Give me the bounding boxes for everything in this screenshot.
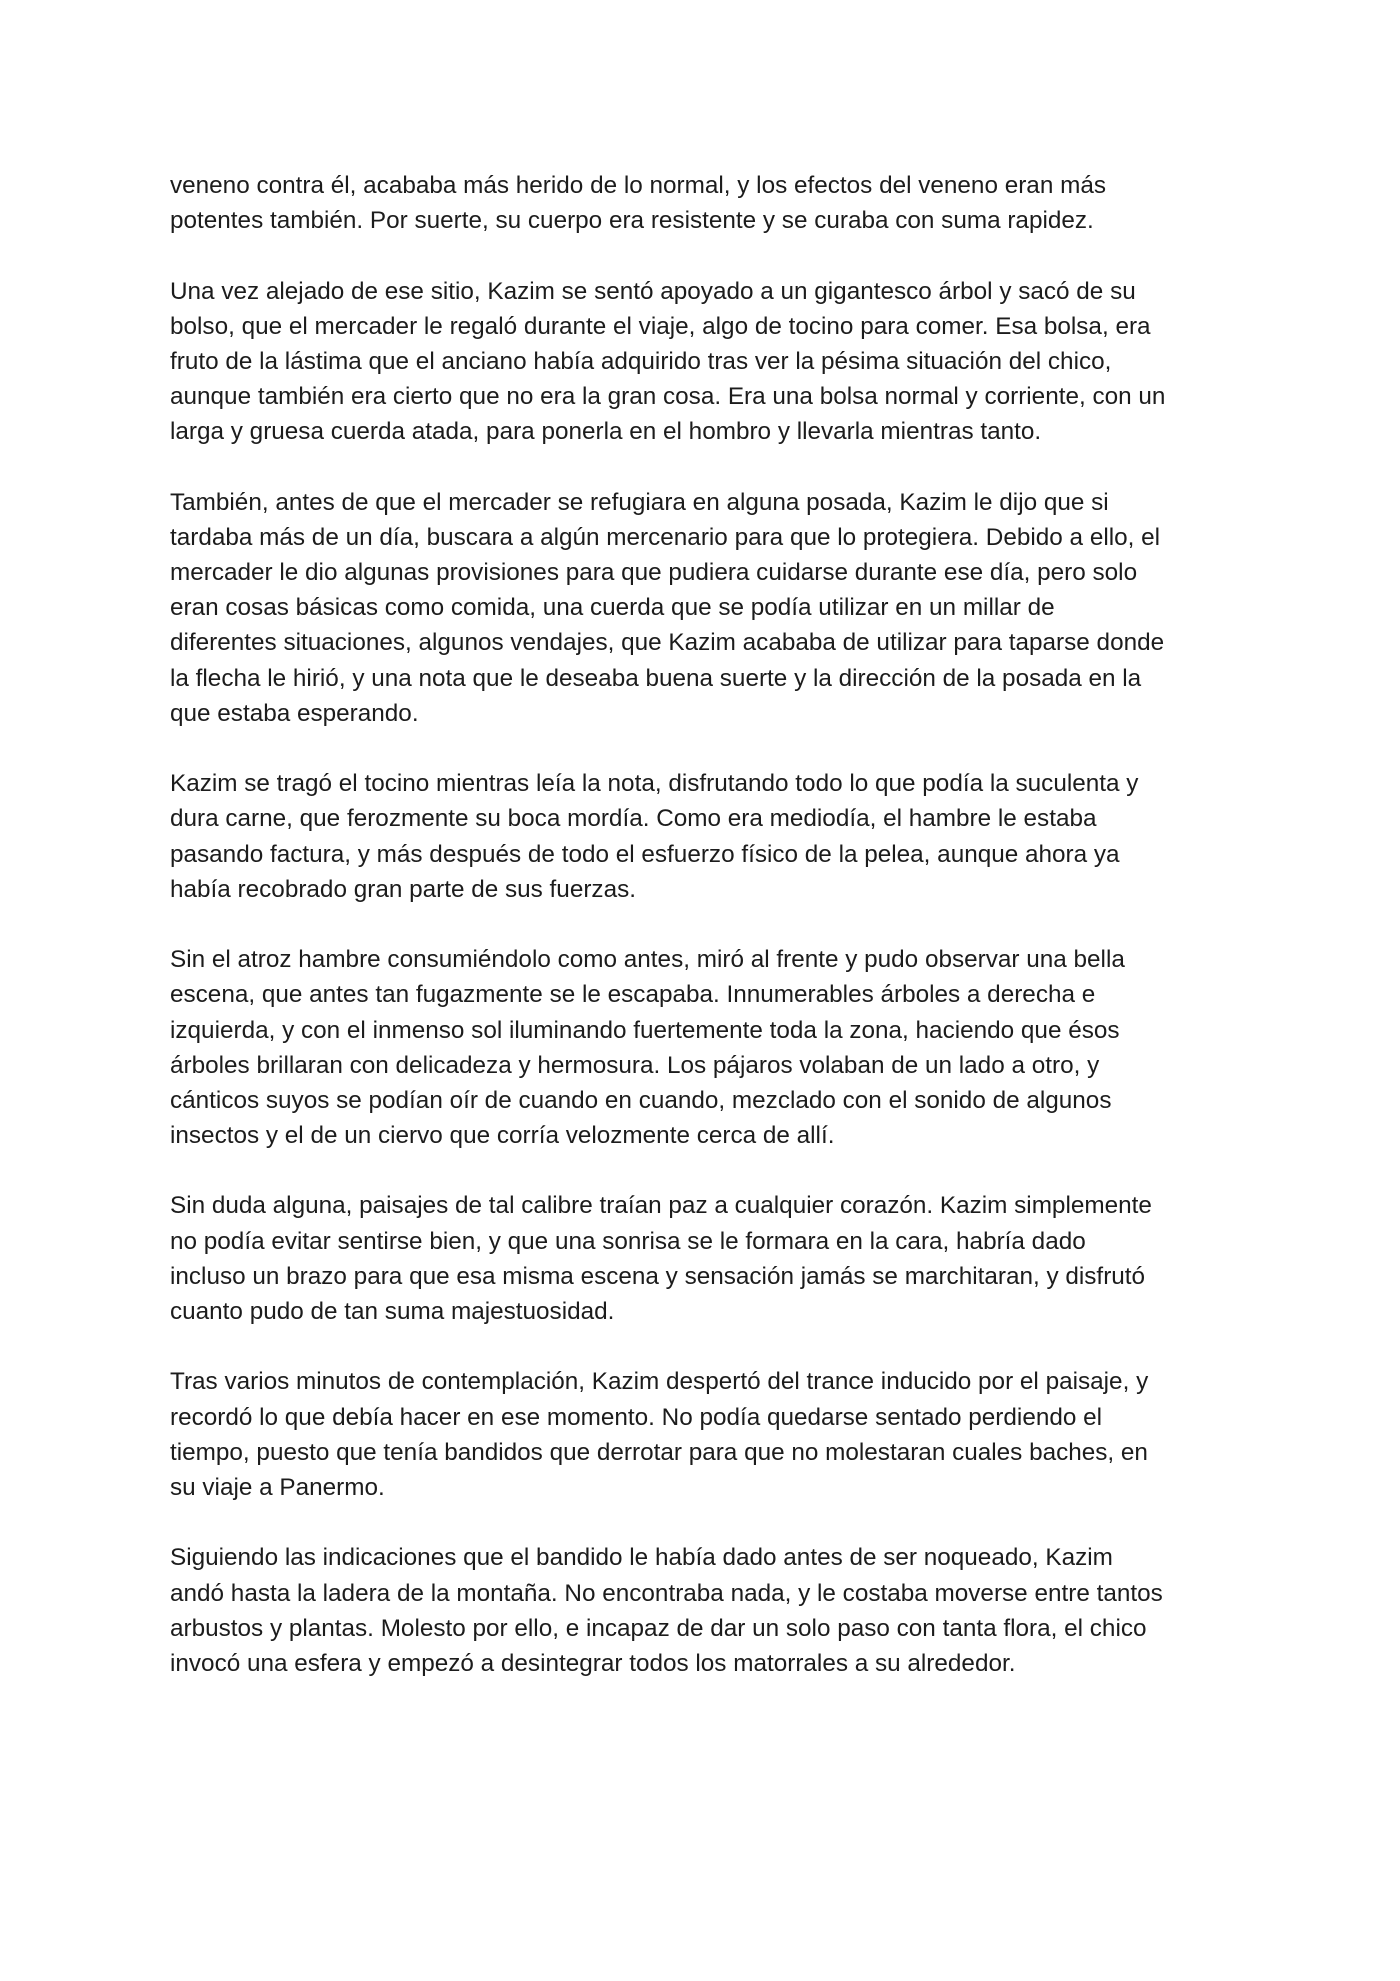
text-line: pasando factura, y más después de todo el esfuerzo físico de la pelea, aunque ahora ya (170, 840, 1120, 868)
text-line: fruto de la lástima que el anciano había adquirido tras ver la pésima situación del chico, (170, 347, 1112, 375)
paragraph (170, 274, 1245, 450)
paragraph (170, 168, 1245, 238)
text-line: potentes también. Por suerte, su cuerpo era resistente y se curaba con suma rapidez. (170, 207, 1094, 235)
text-line: aunque también era cierto que no era la gran cosa. Era una bolsa normal y corriente, con un (170, 383, 1166, 411)
text-line: no podía evitar sentirse bien, y que una sonrisa se le formara en la cara, habría dado (170, 1227, 1086, 1255)
text-line: Sin el atroz hambre consumiéndolo como antes, miró al frente y pudo observar una bella (170, 946, 1125, 974)
document-body (170, 168, 1245, 1681)
text-line: También, antes de que el mercader se refugiara en alguna posada, Kazim le dijo que si (170, 488, 1109, 516)
text-line: incluso un brazo para que esa misma escena y sensación jamás se marchitaran, y disfrutó (170, 1262, 1146, 1290)
text-line: eran cosas básicas como comida, una cuerda que se podía utilizar en un millar de (170, 594, 1055, 622)
text-line: Kazim se tragó el tocino mientras leía la nota, disfrutando todo lo que podía la suculenta y (170, 770, 1139, 798)
text-line: bolso, que el mercader le regaló durante el viaje, algo de tocino para comer. Esa bolsa, era (170, 312, 1151, 340)
text-line: mercader le dio algunas provisiones para que pudiera cuidarse durante ese día, pero solo (170, 559, 1138, 587)
text-line: veneno contra él, acababa más herido de lo normal, y los efectos del veneno eran más (170, 172, 1106, 199)
text-line: tiempo, puesto que tenía bandidos que derrotar para que no molestaran cuales baches, en (170, 1438, 1148, 1466)
text-line: había recobrado gran parte de sus fuerzas. (170, 875, 636, 903)
text-line: escena, que antes tan fugazmente se le escapaba. Innumerables árboles a derecha e (170, 981, 1096, 1009)
text-line: larga y gruesa cuerda atada, para ponerla en el hombro y llevarla mientras tanto. (170, 418, 1042, 446)
paragraph (170, 942, 1245, 1153)
text-line: arbustos y plantas. Molesto por ello, e incapaz de dar un solo paso con tanta flora, el chico (170, 1614, 1147, 1642)
text-line: su viaje a Panermo. (170, 1473, 385, 1501)
text-line: árboles brillaran con delicadeza y hermosura. Los pájaros volaban de un lado a otro, y (170, 1051, 1100, 1079)
text-line: cuanto pudo de tan suma majestuosidad. (170, 1298, 615, 1325)
paragraph (170, 485, 1245, 731)
text-line: que estaba esperando. (170, 699, 419, 727)
paragraph (170, 1540, 1245, 1681)
paragraph (170, 1188, 1245, 1329)
text-line: la flecha le hirió, y una nota que le deseaba buena suerte y la dirección de la posada en la (170, 664, 1142, 692)
paragraph (170, 766, 1245, 907)
paragraph (170, 1364, 1245, 1505)
text-line: invocó una esfera y empezó a desintegrar todos los matorrales a su alrededor. (170, 1649, 1016, 1677)
text-line: cánticos suyos se podían oír de cuando en cuando, mezclado con el sonido de algunos (170, 1086, 1112, 1114)
text-line: dura carne, que ferozmente su boca mordía. Como era mediodía, el hambre le estaba (170, 805, 1097, 833)
text-line: tardaba más de un día, buscara a algún mercenario para que lo protegiera. Debido a ello, el (170, 523, 1161, 551)
text-line: diferentes situaciones, algunos vendajes, que Kazim acababa de utilizar para taparse donde (170, 629, 1165, 657)
text-line: Una vez alejado de ese sitio, Kazim se sentó apoyado a un gigantesco árbol y sacó de su (170, 277, 1136, 305)
text-line: andó hasta la ladera de la montaña. No encontraba nada, y le costaba moverse entre tantos (170, 1579, 1163, 1607)
text-line: insectos y el de un ciervo que corría velozmente cerca de allí. (170, 1122, 835, 1150)
text-line: izquierda, y con el inmenso sol iluminando fuertemente toda la zona, haciendo que ésos (170, 1016, 1120, 1044)
text-line: Sin duda alguna, paisajes de tal calibre traían paz a cualquier corazón. Kazim simplemente (170, 1192, 1152, 1220)
text-line: Siguiendo las indicaciones que el bandido le había dado antes de ser noqueado, Kazim (170, 1544, 1113, 1572)
text-line: Tras varios minutos de contemplación, Kazim despertó del trance inducido por el paisaje, y (170, 1368, 1149, 1396)
text-line: recordó lo que debía hacer en ese momento. No podía quedarse sentado perdiendo el (170, 1403, 1103, 1431)
